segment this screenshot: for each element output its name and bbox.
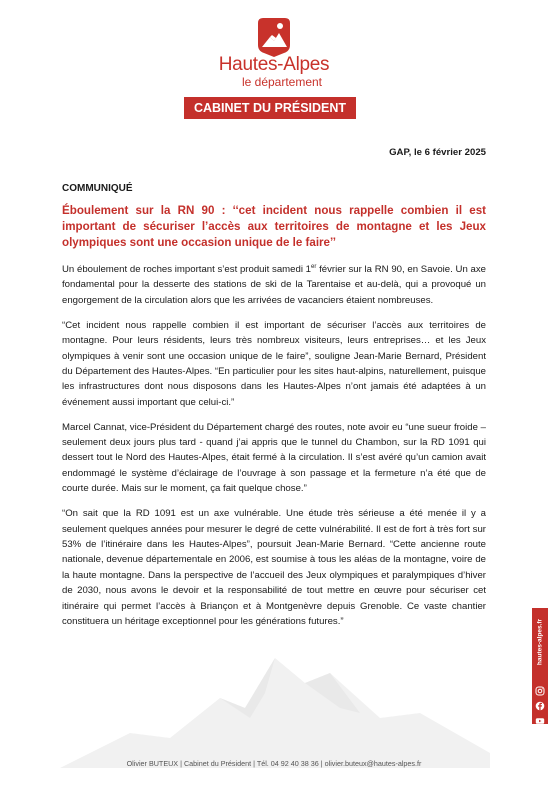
cabinet-banner: CABINET DU PRÉSIDENT xyxy=(184,97,356,119)
p1-superscript: er xyxy=(311,263,317,270)
instagram-icon[interactable] xyxy=(535,686,545,696)
paragraph-3: Marcel Cannat, vice-Président du Département chargé des routes, note avoir eu “une sueur froide – seulement deux jours plus tard - quand j’ai appris que le tunnel du Chambon, sur la RD 1091 qui dessert tout le Nord des Hautes-Alpes, était fermé à la circulation. Il s’est avéré qu’un camion avait endommagé le système d’éclairage de l’ouvrage à son passage et la fermeture n’a été que de courte durée. Mais sur le moment, ça fait quelque chose.” xyxy=(62,421,486,495)
website-link[interactable]: hautes-alpes.fr xyxy=(536,618,544,666)
paragraph-4: “On sait que la RD 1091 est un axe vulnérable. Une étude très sérieuse a été menée il y a seulement quelques années pour mesurer le degré de cette vulnérabilité. Il est de fort à très fort sur 53% de l’itinéraire dans les Hautes-Alpes”, poursuit Jean-Marie Bernard. “Cette ancienne route nationale, devenue départementale en 2006, est soumise à tous les aléas de la montagne, voire de la haute montagne. Dans la perspective de l’accueil des Jeux olympiques et paralympiques d’hiver de 2030, nous avons le devoir et la responsabilité de tout mettre en œuvre pour sécuriser cet itinéraire qui permet l’accès à Briançon et à Montgenèvre depuis Grenoble. Ce vaste chantier constituera un héritage exceptionnel pour les générations futures.” xyxy=(62,508,486,628)
article-body xyxy=(62,262,486,639)
facebook-icon[interactable] xyxy=(535,701,545,711)
brand-subtitle: le département xyxy=(241,75,323,89)
paragraph-2: “Cet incident nous rappelle combien il est important de sécuriser l’accès aux territoires de montagne. Pour leurs résidents, leurs très nombreux visiteurs, leurs entreprises… et les Jeux olympiques à venir sont une occasion unique de le faire”, souligne Jean-Marie Bernard, Président du Département des Hautes-Alpes. “En particulier pour les sites haut-alpins, naturellement, puisque les infrastructures dont nous disposons dans les Hautes-Alpes n’ont jamais été adaptées à un événement aussi important que celui-ci.” xyxy=(62,319,486,408)
section-label: COMMUNIQUÉ xyxy=(62,183,133,194)
brand-name: Hautes-Alpes xyxy=(218,54,330,75)
paragraph-1 xyxy=(62,262,486,308)
p1-text-start: Un éboulement de roches important s’est produit samedi 1 xyxy=(62,264,312,275)
headline: Éboulement sur la RN 90 : ‘‘cet incident nous rappelle combien il est important de sécuriser l’accès aux territoires de montagne et les Jeux olympiques sont une occasion unique de le faire’’ xyxy=(62,204,486,249)
footer-contact: Olivier BUTEUX | Cabinet du Président | Tél. 04 92 40 38 36 | olivier.buteux@hautes-alpes.fr xyxy=(126,759,422,768)
document-date: GAP, le 6 février 2025 xyxy=(389,147,486,158)
youtube-icon[interactable] xyxy=(535,716,545,726)
mountain-watermark xyxy=(60,638,490,768)
p1-text-end: février sur la RN 90, en Savoie. Un axe fondamental pour la desserte des stations de ski de la Tarentaise et au-delà, qui a provoqué un engorgement de la circulation alors que les arrivées de vacanciers étaient nombreuses. xyxy=(62,264,486,306)
